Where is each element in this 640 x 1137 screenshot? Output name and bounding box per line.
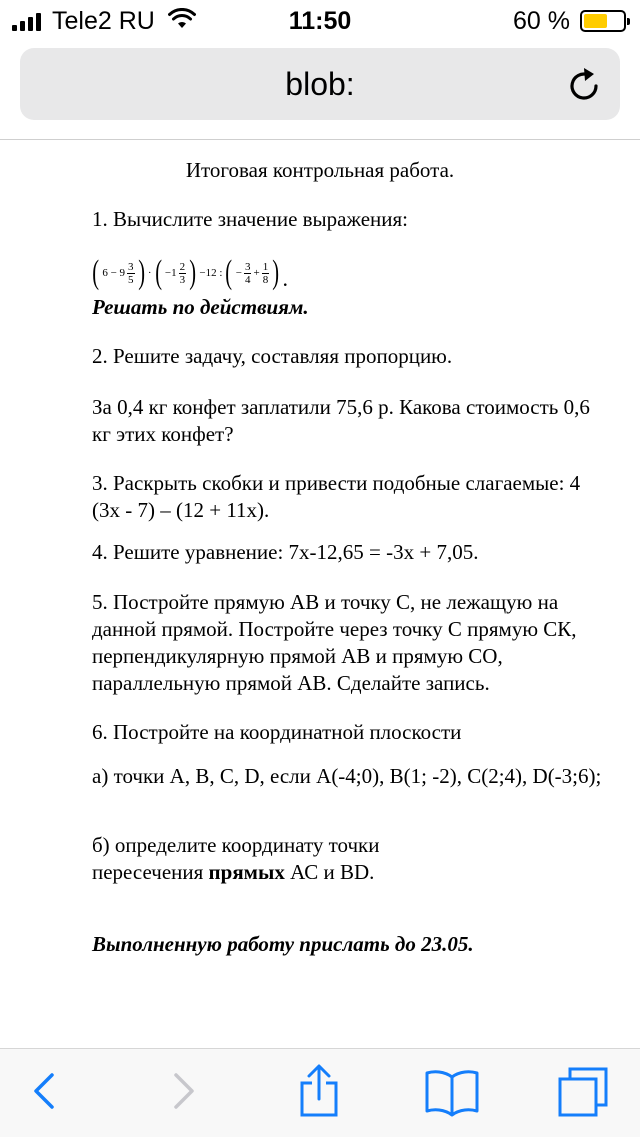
battery-percentage: 60 % bbox=[513, 7, 570, 35]
task-6b: б) определите координату точки пересечения прямых АС и ВD. bbox=[92, 833, 380, 884]
document-view bbox=[0, 140, 640, 1048]
footer-note: Выполненную работу прислать до 23.05. bbox=[92, 932, 474, 956]
task-1-note: Решать по действиям. bbox=[92, 295, 309, 319]
task-2: 2. Решите задачу, составляя пропорцию. bbox=[92, 344, 453, 368]
fraction: $\frac{2}{3}$ bbox=[179, 260, 186, 286]
carrier-name: Tele2 RU bbox=[52, 7, 155, 35]
task-5: 5. Постройте прямую АВ и точку С, не лежащую на данной прямой. Постройте через точку С прямую СК, перпендикулярную прямой АВ и прямую СО, параллельную прямой АВ. Сделайте запись. bbox=[92, 590, 577, 695]
bookmarks-icon[interactable] bbox=[424, 1067, 480, 1117]
forward-icon[interactable] bbox=[168, 1069, 200, 1113]
share-icon[interactable] bbox=[296, 1063, 342, 1119]
math-expression: ( 6 − 9 $\frac{3}{5}$ ) · ( −1 $\frac{2}{3}$ ) −12 : ( − $\frac{3}{4}$ + $\frac{1}{8}$ ) . bbox=[92, 254, 289, 291]
task-1: 1. Вычислите значение выражения: bbox=[92, 207, 409, 231]
clock: 11:50 bbox=[288, 7, 352, 35]
task-2-text: За 0,4 кг конфет заплатили 75,6 р. Какова стоимость 0,6 кг этих конфет? bbox=[92, 395, 590, 446]
document-title: Итоговая контрольная работа. bbox=[185, 158, 455, 182]
reload-icon[interactable] bbox=[568, 66, 602, 102]
fraction: $\frac{1}{8}$ bbox=[262, 260, 269, 286]
task-6: 6. Постройте на координатной плоскости bbox=[92, 720, 462, 744]
bottom-toolbar bbox=[0, 1048, 640, 1137]
fraction: $\frac{3}{4}$ bbox=[244, 260, 251, 286]
status-bar bbox=[0, 0, 640, 40]
back-icon[interactable] bbox=[28, 1069, 60, 1113]
task-4: 4. Решите уравнение: 7х-12,65 = -3х + 7,05. bbox=[92, 540, 479, 564]
url-text[interactable]: blob: bbox=[285, 66, 355, 102]
task-3: 3. Раскрыть скобки и привести подобные слагаемые: 4 (3х - 7) – (12 + 11х). bbox=[92, 471, 581, 522]
tabs-icon[interactable] bbox=[556, 1065, 610, 1119]
battery-icon bbox=[580, 10, 626, 32]
fraction: $\frac{3}{5}$ bbox=[128, 260, 134, 286]
battery-level bbox=[584, 14, 607, 28]
address-bar[interactable] bbox=[20, 48, 620, 120]
task-6a: а) точки А, В, С, D, если А(-4;0), В(1; -2), С(2;4), D(-3;6); bbox=[92, 764, 602, 788]
